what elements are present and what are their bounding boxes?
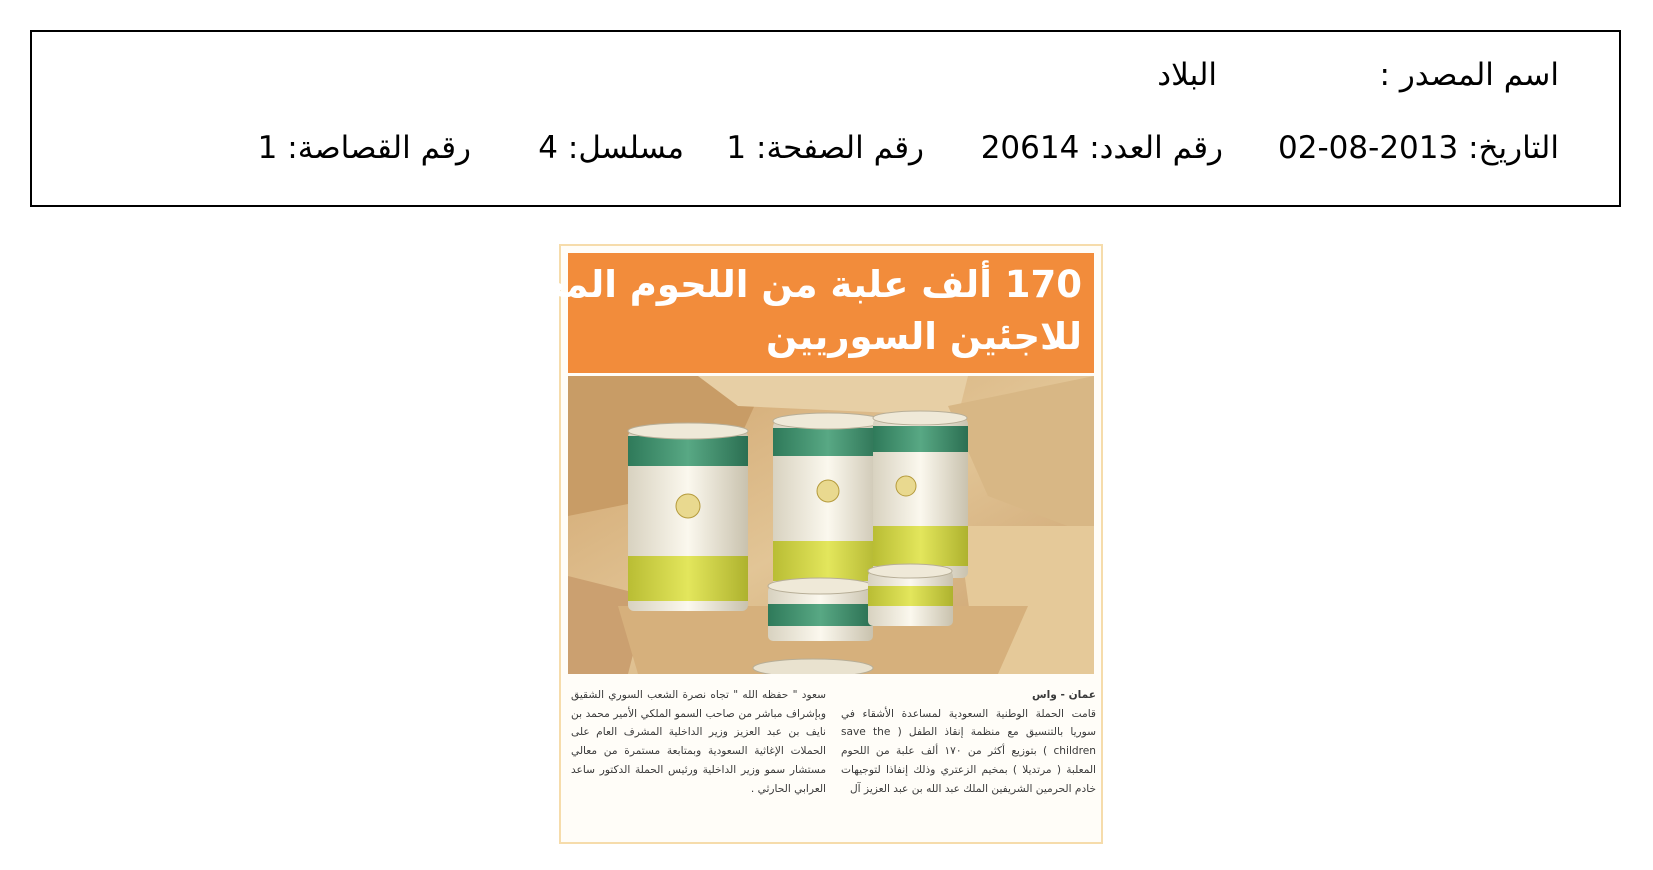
article-dateline: عمان - واس [1032,689,1096,701]
newspaper-clipping [492,244,1103,844]
headline-line-1: 170 ألف علبة من اللحوم المعلبة [492,263,1082,306]
issue-field [980,130,1223,166]
clip-field [257,130,471,166]
article-text-right: قامت الحملة الوطنية السعودية لمساعدة الأشقاء في سوريا بالتنسيق مع منظمة إنقاذ الطفل ( save the children ) بتوزيع أكثر من ١٧٠ ألف علبة من اللحوم المعلبة ( مرتديلا ) بمخيم الزعتري وذلك إنفاذا لتوجيهات خادم الحرمين الشريفين الملك عبد الله بن عبد العزيز آل [841,707,1096,795]
page-label: رقم الصفحة: [756,130,924,166]
issue-value: 20614 [980,130,1080,166]
article-column-left [571,686,826,836]
article-text-left: سعود " حفظه الله " تجاه نصرة الشعب السوري الشقيق وبإشراف مباشر من صاحب السمو الملكي الأمير محمد بن نايف بن عبد العزيز وزير الداخلية المشرف العام على الحملات الإغاثية السعودية وبمتابعة مستمرة من معالي مستشار سمو وزير الداخلية ورئيس الحملة الدكتور ساعد العرابي الحارثي . [571,689,826,795]
canned-meat-boxes-photo-icon [568,376,1094,674]
date-value: 2013-08-02 [1278,130,1459,166]
page-value: 1 [726,130,747,166]
canned-meat-photo [568,376,1094,674]
date-label: التاريخ: [1468,130,1559,166]
source-label: اسم المصدر : [1379,57,1559,93]
article-column-right [841,686,1096,836]
serial-label: مسلسل: [567,130,684,166]
headline-banner [492,253,1094,373]
page-field [726,130,924,166]
clip-label: رقم القصاصة: [287,130,471,166]
date-field [1278,130,1559,166]
clip-value: 1 [257,130,278,166]
archive-metadata-box [30,30,1621,207]
source-value: البلاد [1157,57,1217,93]
serial-value: 4 [538,130,559,166]
headline-line-2: للاجئين السوريين [765,315,1082,358]
issue-label: رقم العدد: [1089,130,1223,166]
serial-field [538,130,684,166]
